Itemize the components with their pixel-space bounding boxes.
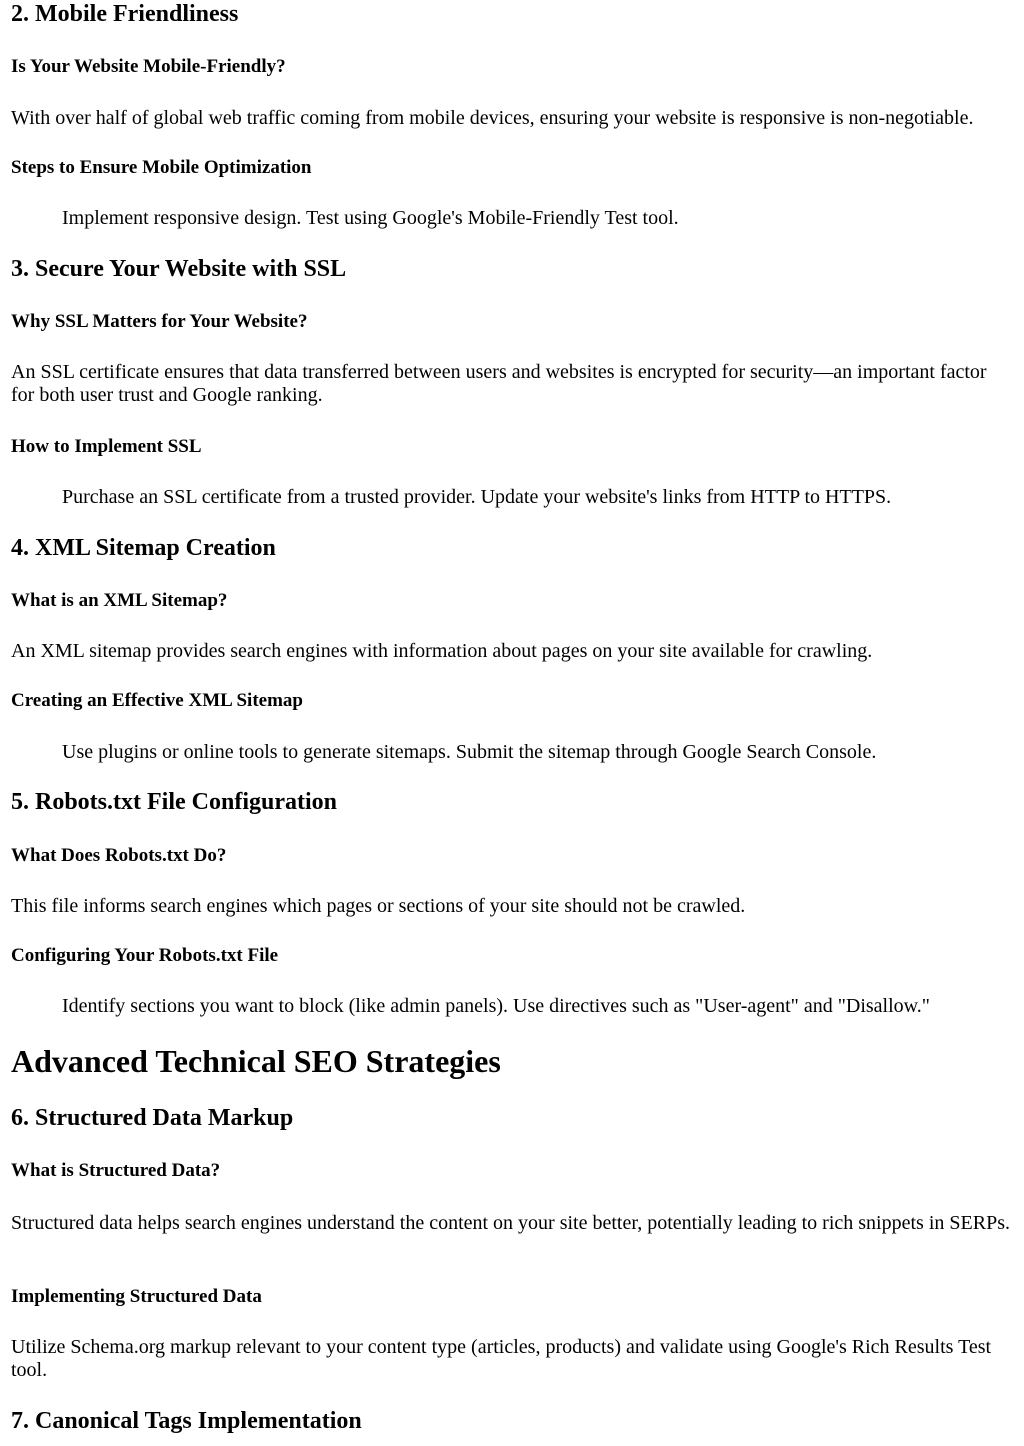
section-heading-robots: 5. Robots.txt File Configuration [11, 789, 337, 815]
subheading-mobile-question: Is Your Website Mobile-Friendly? [11, 56, 286, 77]
subheading-sitemap-question: What is an XML Sitemap? [11, 590, 228, 611]
subheading-ssl-question: Why SSL Matters for Your Website? [11, 311, 308, 332]
section-heading-structured: 6. Structured Data Markup [11, 1105, 294, 1131]
paragraph-mobile: With over half of global web traffic coming from mobile devices, ensuring your website is responsive is non-negotiable. [11, 107, 974, 129]
steps-ssl: Purchase an SSL certificate from a trusted provider. Update your website's links from HTTP to HTTPS. [62, 486, 892, 508]
section-heading-sitemap: 4. XML Sitemap Creation [11, 535, 276, 561]
subheading-ssl-steps: How to Implement SSL [11, 436, 202, 457]
advanced-title: Advanced Technical SEO Strategies [11, 1043, 501, 1079]
subheading-structured-impl: Implementing Structured Data [11, 1286, 262, 1307]
section-heading-ssl: 3. Secure Your Website with SSL [11, 256, 347, 282]
subheading-sitemap-steps: Creating an Effective XML Sitemap [11, 690, 303, 711]
subheading-mobile-steps: Steps to Ensure Mobile Optimization [11, 157, 312, 178]
subheading-robots-steps: Configuring Your Robots.txt File [11, 945, 279, 966]
paragraph-sitemap: An XML sitemap provides search engines with information about pages on your site available for crawling. [11, 640, 873, 662]
section-heading-canonical: 7. Canonical Tags Implementation [11, 1408, 362, 1434]
steps-mobile: Implement responsive design. Test using Google's Mobile-Friendly Test tool. [62, 207, 679, 229]
subheading-structured-question: What is Structured Data? [11, 1160, 221, 1181]
paragraph-robots: This file informs search engines which pages or sections of your site should not be crawled. [11, 895, 746, 917]
section-heading-mobile: 2. Mobile Friendliness [11, 1, 239, 27]
paragraph-ssl: An SSL certificate ensures that data transferred between users and websites is encrypted for security—an important factor for both user trust and Google ranking. [11, 361, 987, 406]
steps-sitemap: Use plugins or online tools to generate sitemaps. Submit the sitemap through Google Search Console. [62, 741, 877, 763]
paragraph-structured-impl: Utilize Schema.org markup relevant to your content type (articles, products) and validate using Google's Rich Results Test tool. [11, 1336, 992, 1381]
steps-robots: Identify sections you want to block (like admin panels). Use directives such as "User-agent" and "Disallow." [62, 995, 930, 1017]
subheading-robots-question: What Does Robots.txt Do? [11, 845, 227, 866]
paragraph-structured: Structured data helps search engines understand the content on your site better, potentially leading to rich snippets in SERPs. [11, 1212, 1010, 1234]
